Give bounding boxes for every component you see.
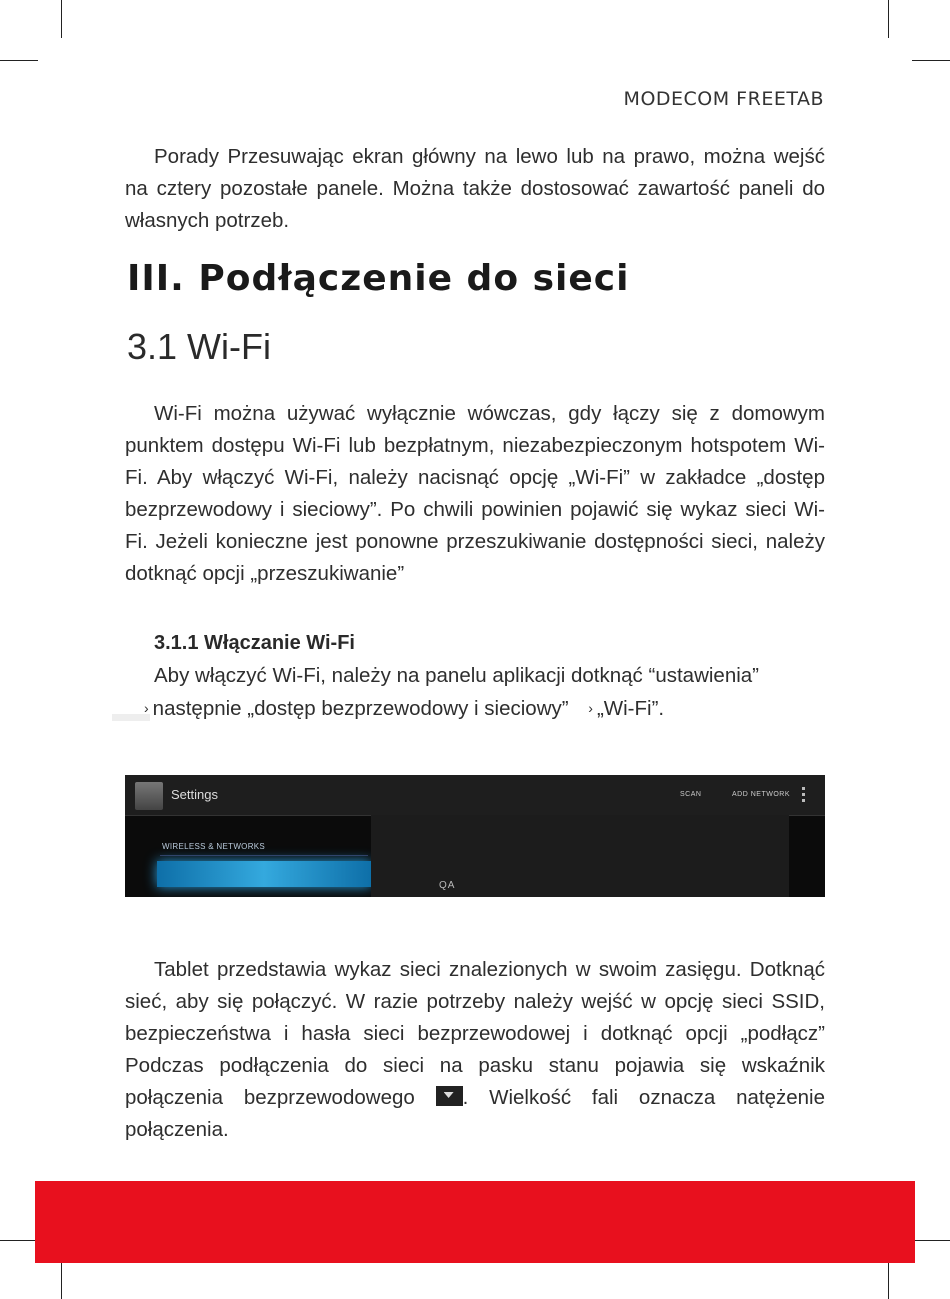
add-network-button[interactable]: ADD NETWORK [732,791,790,798]
overflow-menu-icon[interactable] [802,787,805,803]
intro-paragraph [125,398,825,590]
step-line-2 [140,697,830,721]
arrow-icon: › [144,700,149,716]
crop-mark [0,1240,38,1241]
wifi-status-icon [436,1086,463,1106]
footer-band [35,1181,915,1263]
result-text-a: Tablet przedstawia wykaz sieci znalezionych w swoim zasięgu. Dotknąć sieć, aby się połączyć. W razie potrzeby należy wejść w opcję sieci SSID, bezpieczeństwa i hasła sieci bezprzewodowej i dotknąć opcji „podłącz” Podczas podłączenia do sieci na pasku stanu pojawia się wskaźnik połączenia bezprzewodowego [125,958,825,1109]
tip-paragraph [125,141,825,237]
crop-mark [0,60,38,61]
step-text-b: „Wi-Fi”. [596,697,665,720]
action-bar [125,775,825,816]
category-header: WIRELESS & NETWORKS [162,842,266,851]
chapter-title: III. Podłączenie do sieci [127,258,630,299]
category-divider [160,855,368,856]
wifi-settings-item[interactable] [157,861,371,887]
crop-mark [912,60,950,61]
crop-mark [61,0,62,38]
tip-text: Porady Przesuwając ekran główny na lewo lub na prawo, można wejść na cztery pozostałe panele. Można także dostosować zawartość paneli do własnych potrzeb. [125,145,825,232]
network-ssid[interactable]: QA [439,880,456,891]
crop-mark [912,1240,950,1241]
settings-app-icon [135,782,163,810]
result-text-b: . Wielkość fali oznacza natężenie połączenia. [125,1086,825,1141]
result-paragraph [125,954,825,1146]
settings-title: Settings [171,787,218,802]
step-text-a: następnie „dostęp bezprzewodowy i sieciowy” [152,697,569,720]
intro-text: Wi-Fi można używać wyłącznie wówczas, gdy łączy się z domowym punktem dostępu Wi-Fi lub bezpłatnym, niezabezpieczonym hotspotem Wi-Fi. Aby włączyć Wi-Fi, należy nacisnąć opcję „Wi-Fi” w zakładce „dostęp bezprzewodowy i sieciowy”. Po chwili powinien pojawić się wykaz sieci Wi-Fi. Jeżeli konieczne jest ponowne przeszukiwanie dostępności sieci, należy dotknąć opcji „przeszukiwanie” [125,402,825,585]
crop-mark [61,1262,62,1299]
crop-mark [888,1262,889,1299]
running-header: MODECOM FREETAB [623,88,824,110]
step-line-1: Aby włączyć Wi-Fi, należy na panelu aplikacji dotknąć “ustawienia” [154,664,760,687]
network-list-panel [371,815,789,897]
section-title: 3.1 Wi-Fi [127,326,271,367]
arrow-icon: › [588,700,593,716]
result-text [125,954,825,1146]
scan-button[interactable]: SCAN [680,791,702,798]
crop-mark [888,0,889,38]
subsection-title: 3.1.1 Włączanie Wi-Fi [154,632,355,654]
settings-screenshot [125,775,825,897]
